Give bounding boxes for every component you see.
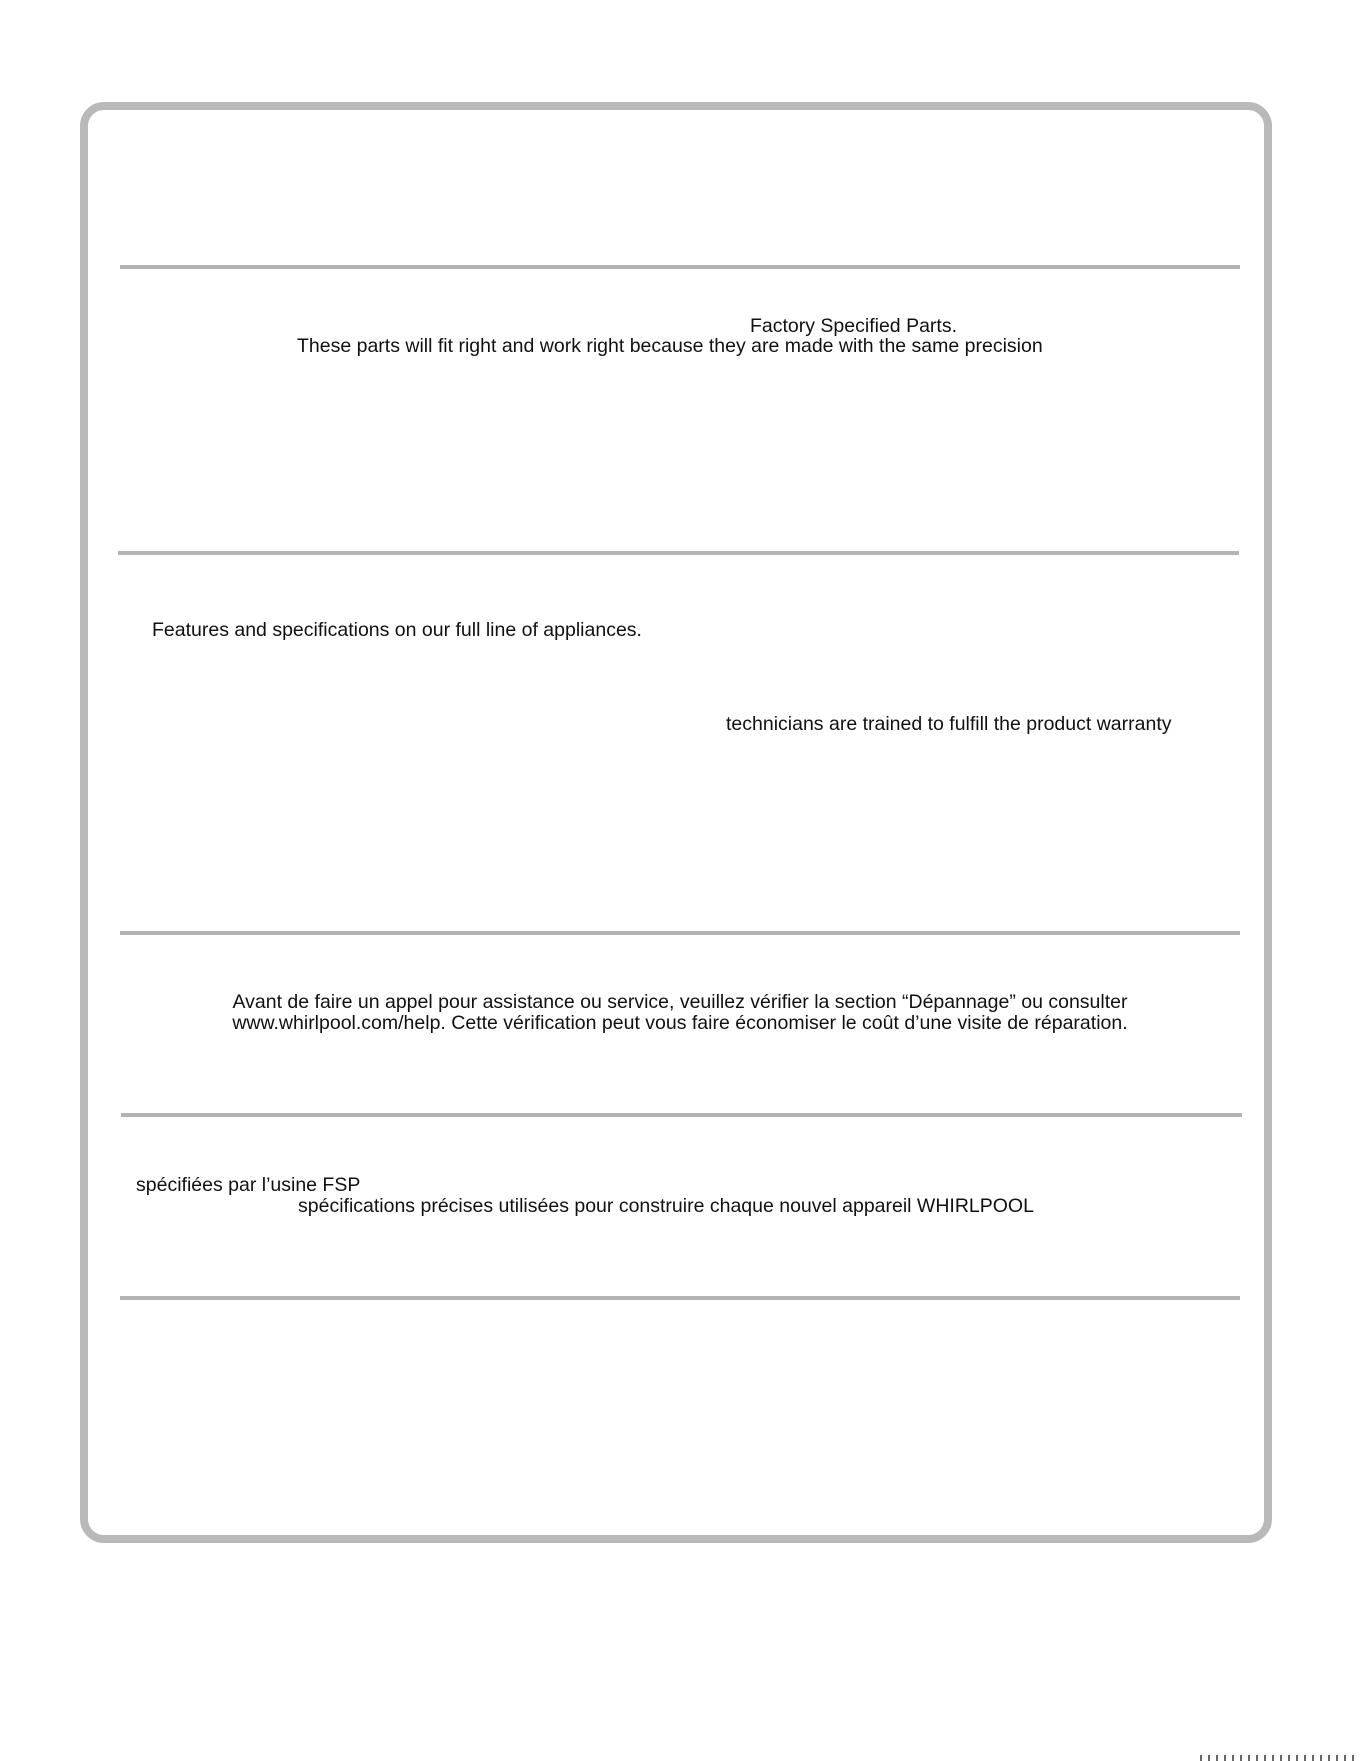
french-fsp-text: spécifiées par l’usine FSP	[136, 1174, 361, 1196]
section-divider	[120, 931, 1240, 935]
page-edge-marks	[1200, 1755, 1361, 1761]
french-specifications-text: spécifications précises utilisées pour construire chaque nouvel appareil WHIRLPOOL	[298, 1195, 1034, 1217]
factory-parts-heading-text: Factory Specified Parts.	[750, 315, 957, 337]
section-divider	[118, 551, 1239, 555]
french-assistance-text-line1: Avant de faire un appel pour assistance ou service, veuillez vérifier la section “Dépannage” ou consulter	[232, 991, 1128, 1013]
page-border-frame	[80, 102, 1272, 1543]
section-divider	[120, 265, 1240, 269]
features-specifications-text: Features and specifications on our full line of appliances.	[152, 619, 642, 641]
parts-precision-text: These parts will fit right and work right because they are made with the same precision	[297, 335, 1043, 357]
french-assistance-text-line2: www.whirlpool.com/help. Cette vérification peut vous faire économiser le coût d’une visite de réparation.	[232, 1012, 1128, 1034]
technicians-warranty-text: technicians are trained to fulfill the product warranty	[726, 713, 1172, 735]
section-divider	[120, 1296, 1240, 1300]
section-divider	[121, 1113, 1242, 1117]
